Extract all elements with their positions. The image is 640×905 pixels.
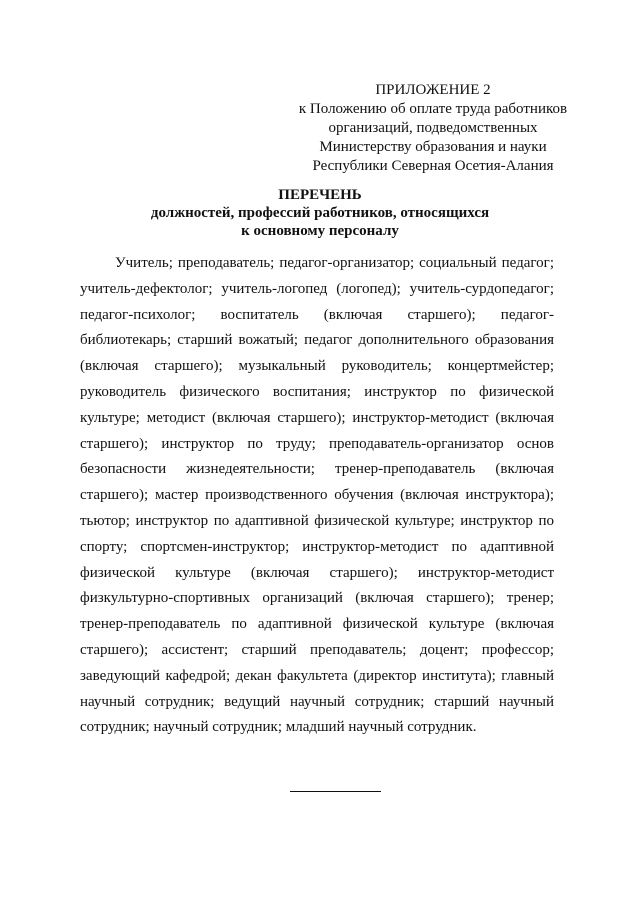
- positions-paragraph: Учитель; преподаватель; педагог-организатор; социальный педагог; учитель-дефектолог; учитель-логопед (логопед); учитель-сурдопедагог; педагог-психолог; воспитатель (включая старшего); педагог-библиотекарь; старший вожатый; педагог дополнительного образования (включая старшего); музыкальный руководитель; концертмейстер; руководитель физического воспитания; инструктор по физической культуре; методист (включая старшего); инструктор-методист (включая старшего); инструктор по труду; преподаватель-организатор основ безопасности жизнедеятельности; тренер-преподаватель (включая старшего); мастер производственного обучения (включая инструктора); тьютор; инструктор по адаптивной физической культуре; инструктор по спорту; спортсмен-инструктор; инструктор-методист по адаптивной физической культуре (включая старшего); инструктор-методист физкультурно-спортивных организаций (включая старшего); тренер; тренер-преподаватель по адаптивной физической культуре (включая старшего); ассистент; старший преподаватель; доцент; профессор; заведующий кафедрой; декан факультета (директор института); главный научный сотрудник; ведущий научный сотрудник; старший научный сотрудник; научный сотрудник; младший научный сотрудник.: [80, 255, 554, 736]
- title-subtitle-line-2: к основному персоналу: [241, 223, 399, 239]
- appendix-header: [278, 81, 588, 176]
- title-subtitle-line-1: должностей, профессий работников, относящихся: [150, 205, 490, 221]
- appendix-line-organizations: организаций, подведомственных: [328, 120, 538, 136]
- end-divider: [290, 791, 381, 792]
- appendix-line-republic: Республики Северная Осетия-Алания: [312, 158, 554, 174]
- appendix-label: ПРИЛОЖЕНИЕ 2: [375, 82, 491, 98]
- title-heading: ПЕРЕЧЕНЬ: [278, 187, 362, 203]
- document-title: [60, 186, 580, 240]
- appendix-line-ministry: Министерству образования и науки: [319, 139, 547, 155]
- appendix-line-regulation: к Положению об оплате труда работников: [298, 101, 568, 117]
- positions-list: [80, 251, 554, 741]
